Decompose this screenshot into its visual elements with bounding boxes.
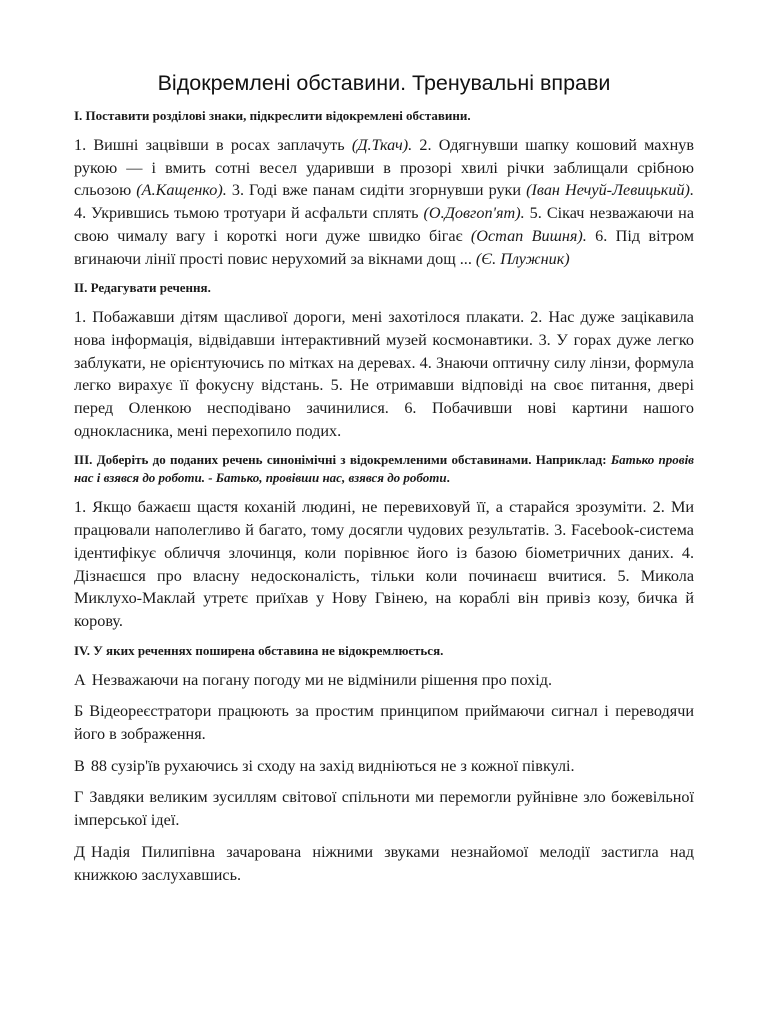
option-text: Завдяки великим зусиллям світової спільноти ми перемогли руйнівне зло божевільної імперської ідеї. xyxy=(74,788,694,830)
page-title: Відокремлені обставини. Тренувальні вправи xyxy=(157,71,611,95)
option-text: Надія Пилипівна зачарована ніжними звуками незнайомої мелодії застигла над книжкою заслухавшись. xyxy=(74,842,694,884)
sentence-2: 2. Одягнувши шапку кошовий махнув рукою — і вмить сотні весел ударивши в прозорі хвилі річки заблищали срібною сльозою xyxy=(74,136,694,200)
option-a xyxy=(74,669,694,692)
option-v xyxy=(74,755,694,778)
section-1-text xyxy=(74,134,694,270)
section-3-heading-lead: III. Доберіть до поданих речень синонімічні з відокремленими обставинами. Наприклад: xyxy=(74,452,611,468)
option-d xyxy=(74,841,694,886)
sentence-5: 5. Сікач незважаючи на свою чималу вагу і короткі ноги дуже швидко бігає xyxy=(74,204,695,245)
option-letter: В xyxy=(74,756,85,775)
option-letter: Б xyxy=(74,702,84,721)
document-page xyxy=(74,66,694,895)
author-4: (О.Довгоп'ят). xyxy=(423,204,525,223)
section-3-text: 1. Якщо бажаєш щастя коханій людині, не перевиховуй її, а старайся зрозуміти. 2. Ми працювали наполегливо й багато, тому досягли чудових результатів. 3. Facebook-система ідентифікує обличчя злочинця, коли порівнює його із базою біометричних даних. 4. Дізнаєшся про власну недосконалість, тільки коли починаєш вчитися. 5. Микола Миклухо-Маклай утретє приїхав у Нову Гвінею, на кораблі він привіз козу, бичка й корову. xyxy=(74,498,694,630)
author-5: (Остап Вишня). xyxy=(470,226,587,245)
option-letter: Д xyxy=(74,842,86,861)
author-2: (А.Кащенко). xyxy=(136,181,227,200)
author-1: (Д.Ткач). xyxy=(351,136,413,154)
sentence-4: 4. Укрившись тьмою тротуари й асфальти сплять xyxy=(74,204,424,223)
section-1-heading: I. Поставити розділові знаки, підкреслити відокремлені обставини. xyxy=(74,108,471,123)
sentence-1: 1. Вишні зацвівши в росах заплачуть xyxy=(74,136,352,154)
sentence-3: 3. Годі вже панам сидіти згорнувши руки xyxy=(226,181,527,200)
section-2-heading: II. Редагувати речення. xyxy=(74,280,211,296)
author-6: (Є. Плужник) xyxy=(475,249,570,268)
option-letter: А xyxy=(74,670,86,689)
section-3-heading-example: Батько провів нас і взявся до роботи. - Батько, провівши нас, взявся до роботи xyxy=(74,452,694,486)
option-b xyxy=(74,700,694,745)
author-3: (Іван Нечуй-Левицький). xyxy=(526,181,694,200)
option-text: Відеореєстратори працюють за простим принципом приймаючи сигнал і переводячи його в зображення. xyxy=(74,702,694,744)
option-text: 88 сузір'їв рухаючись зі сходу на захід видніються не з кожної півкулі. xyxy=(90,756,575,775)
option-letter: Г xyxy=(74,788,84,807)
sentence-6: 6. Під вітром вгинаючи лінії прості повис нерухомий за вікнами дощ ... xyxy=(74,226,694,268)
section-3-heading xyxy=(74,451,694,487)
section-2-text: 1. Побажавши дітям щасливої дороги, мені захотілося плакати. 2. Нас дуже зацікавила нова інформація, відвідавши інтерактивний музей космонавтики. 3. У горах дуже легко заблукати, не орієнтуючись по мітках на деревах. 4. Знаючи оптичну силу лінзи, формула легко вирахує її фокусну відстань. 5. Не отримавши відповіді на своє питання, двері перед Оленкою несподівано зачинилися. 6. Побачивши нові картини нашого однокласника, мені перехопило подих. xyxy=(74,308,694,440)
section-4-heading: IV. У яких реченнях поширена обставина не відокремлюється. xyxy=(74,642,444,658)
option-h xyxy=(74,786,694,831)
option-text: Незважаючи на погану погоду ми не відмінили рішення про похід. xyxy=(91,670,553,689)
section-3-heading-end: . xyxy=(446,470,450,486)
